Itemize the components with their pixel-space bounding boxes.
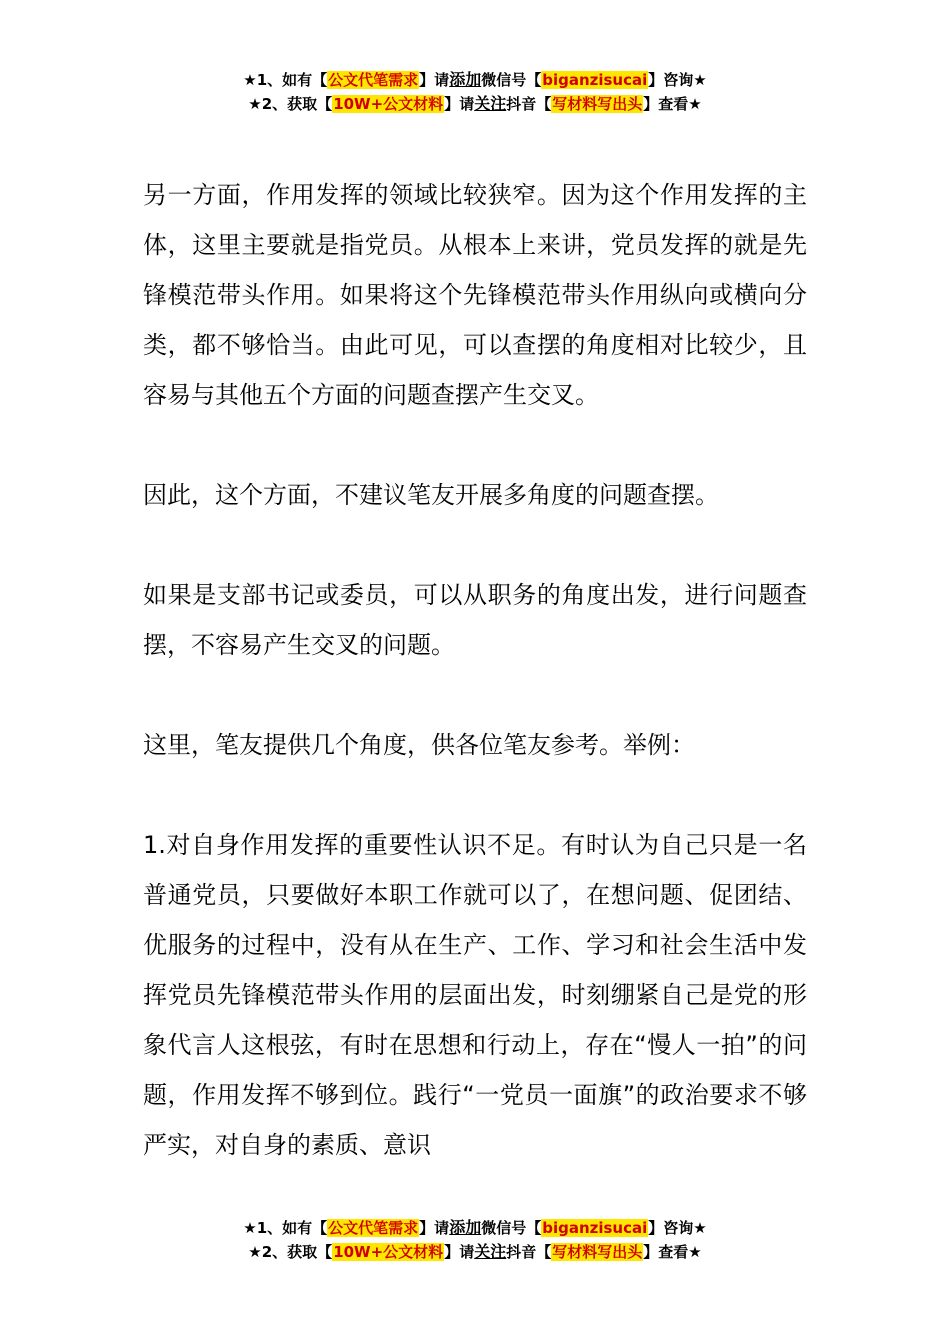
banner-text: 】查看★ (643, 95, 702, 113)
banner-line-1 (0, 68, 950, 92)
paragraph: 因此，这个方面，不建议笔友开展多角度的问题查摆。 (143, 481, 719, 509)
banner-text: 抖音【 (506, 1243, 552, 1261)
banner-text: ★2、获取【 (248, 1243, 333, 1261)
footer-banner (0, 1216, 950, 1264)
banner-highlight: 写材料写出头 (552, 95, 643, 113)
banner-line-2 (0, 92, 950, 116)
banner-highlight: biganzisucai (542, 71, 648, 89)
banner-text: 抖音【 (506, 95, 552, 113)
banner-text: 】请 (444, 1243, 475, 1261)
banner-emphasis: 添加 (449, 1218, 482, 1237)
banner-line-2 (0, 1240, 950, 1264)
banner-text: ★1、如有【 (243, 1219, 328, 1237)
banner-highlight: 10W+公文材料 (333, 95, 444, 113)
banner-text: 】请 (419, 1219, 450, 1237)
banner-highlight: 公文代笔需求 (328, 71, 419, 89)
banner-text: 】咨询★ (648, 1219, 707, 1237)
banner-emphasis: 关注 (474, 1242, 507, 1261)
banner-highlight: 写材料写出头 (552, 1243, 643, 1261)
banner-text: 】咨询★ (648, 71, 707, 89)
banner-emphasis: 添加 (449, 70, 482, 89)
banner-highlight: 公文代笔需求 (328, 1219, 419, 1237)
paragraph: 1.对自身作用发挥的重要性认识不足。有时认为自己只是一名普通党员，只要做好本职工作就可以了，在想问题、促团结、优服务的过程中，没有从在生产、工作、学习和社会生活中发挥党员先锋模范带头作用的层面出发，时刻绷紧自己是党的形象代言人这根弦，有时在思想和行动上，存在“慢人一拍”的问题，作用发挥不够到位。践行“一党员一面旗”的政治要求不够严实，对自身的素质、意识 (143, 831, 807, 1159)
banner-highlight: biganzisucai (542, 1219, 648, 1237)
banner-text: 】查看★ (643, 1243, 702, 1261)
banner-text: ★1、如有【 (243, 71, 328, 89)
banner-text: 】请 (444, 95, 475, 113)
paragraph: 另一方面，作用发挥的领域比较狭窄。因为这个作用发挥的主体，这里主要就是指党员。从根本上来讲，党员发挥的就是先锋模范带头作用。如果将这个先锋模范带头作用纵向或横向分类，都不够恰当。由此可见，可以查摆的角度相对比较少，且容易与其他五个方面的问题查摆产生交叉。 (143, 181, 807, 409)
banner-emphasis: 关注 (474, 94, 507, 113)
banner-text: 】请 (419, 71, 450, 89)
header-banner (0, 68, 950, 116)
banner-text: 微信号【 (481, 1219, 542, 1237)
banner-line-1 (0, 1216, 950, 1240)
paragraph: 这里，笔友提供几个角度，供各位笔友参考。举例： (143, 731, 695, 759)
paragraph: 如果是支部书记或委员，可以从职务的角度出发，进行问题查摆，不容易产生交叉的问题。 (143, 581, 807, 659)
banner-text: 微信号【 (481, 71, 542, 89)
banner-highlight: 10W+公文材料 (333, 1243, 444, 1261)
banner-text: ★2、获取【 (248, 95, 333, 113)
document-body (143, 170, 807, 1220)
